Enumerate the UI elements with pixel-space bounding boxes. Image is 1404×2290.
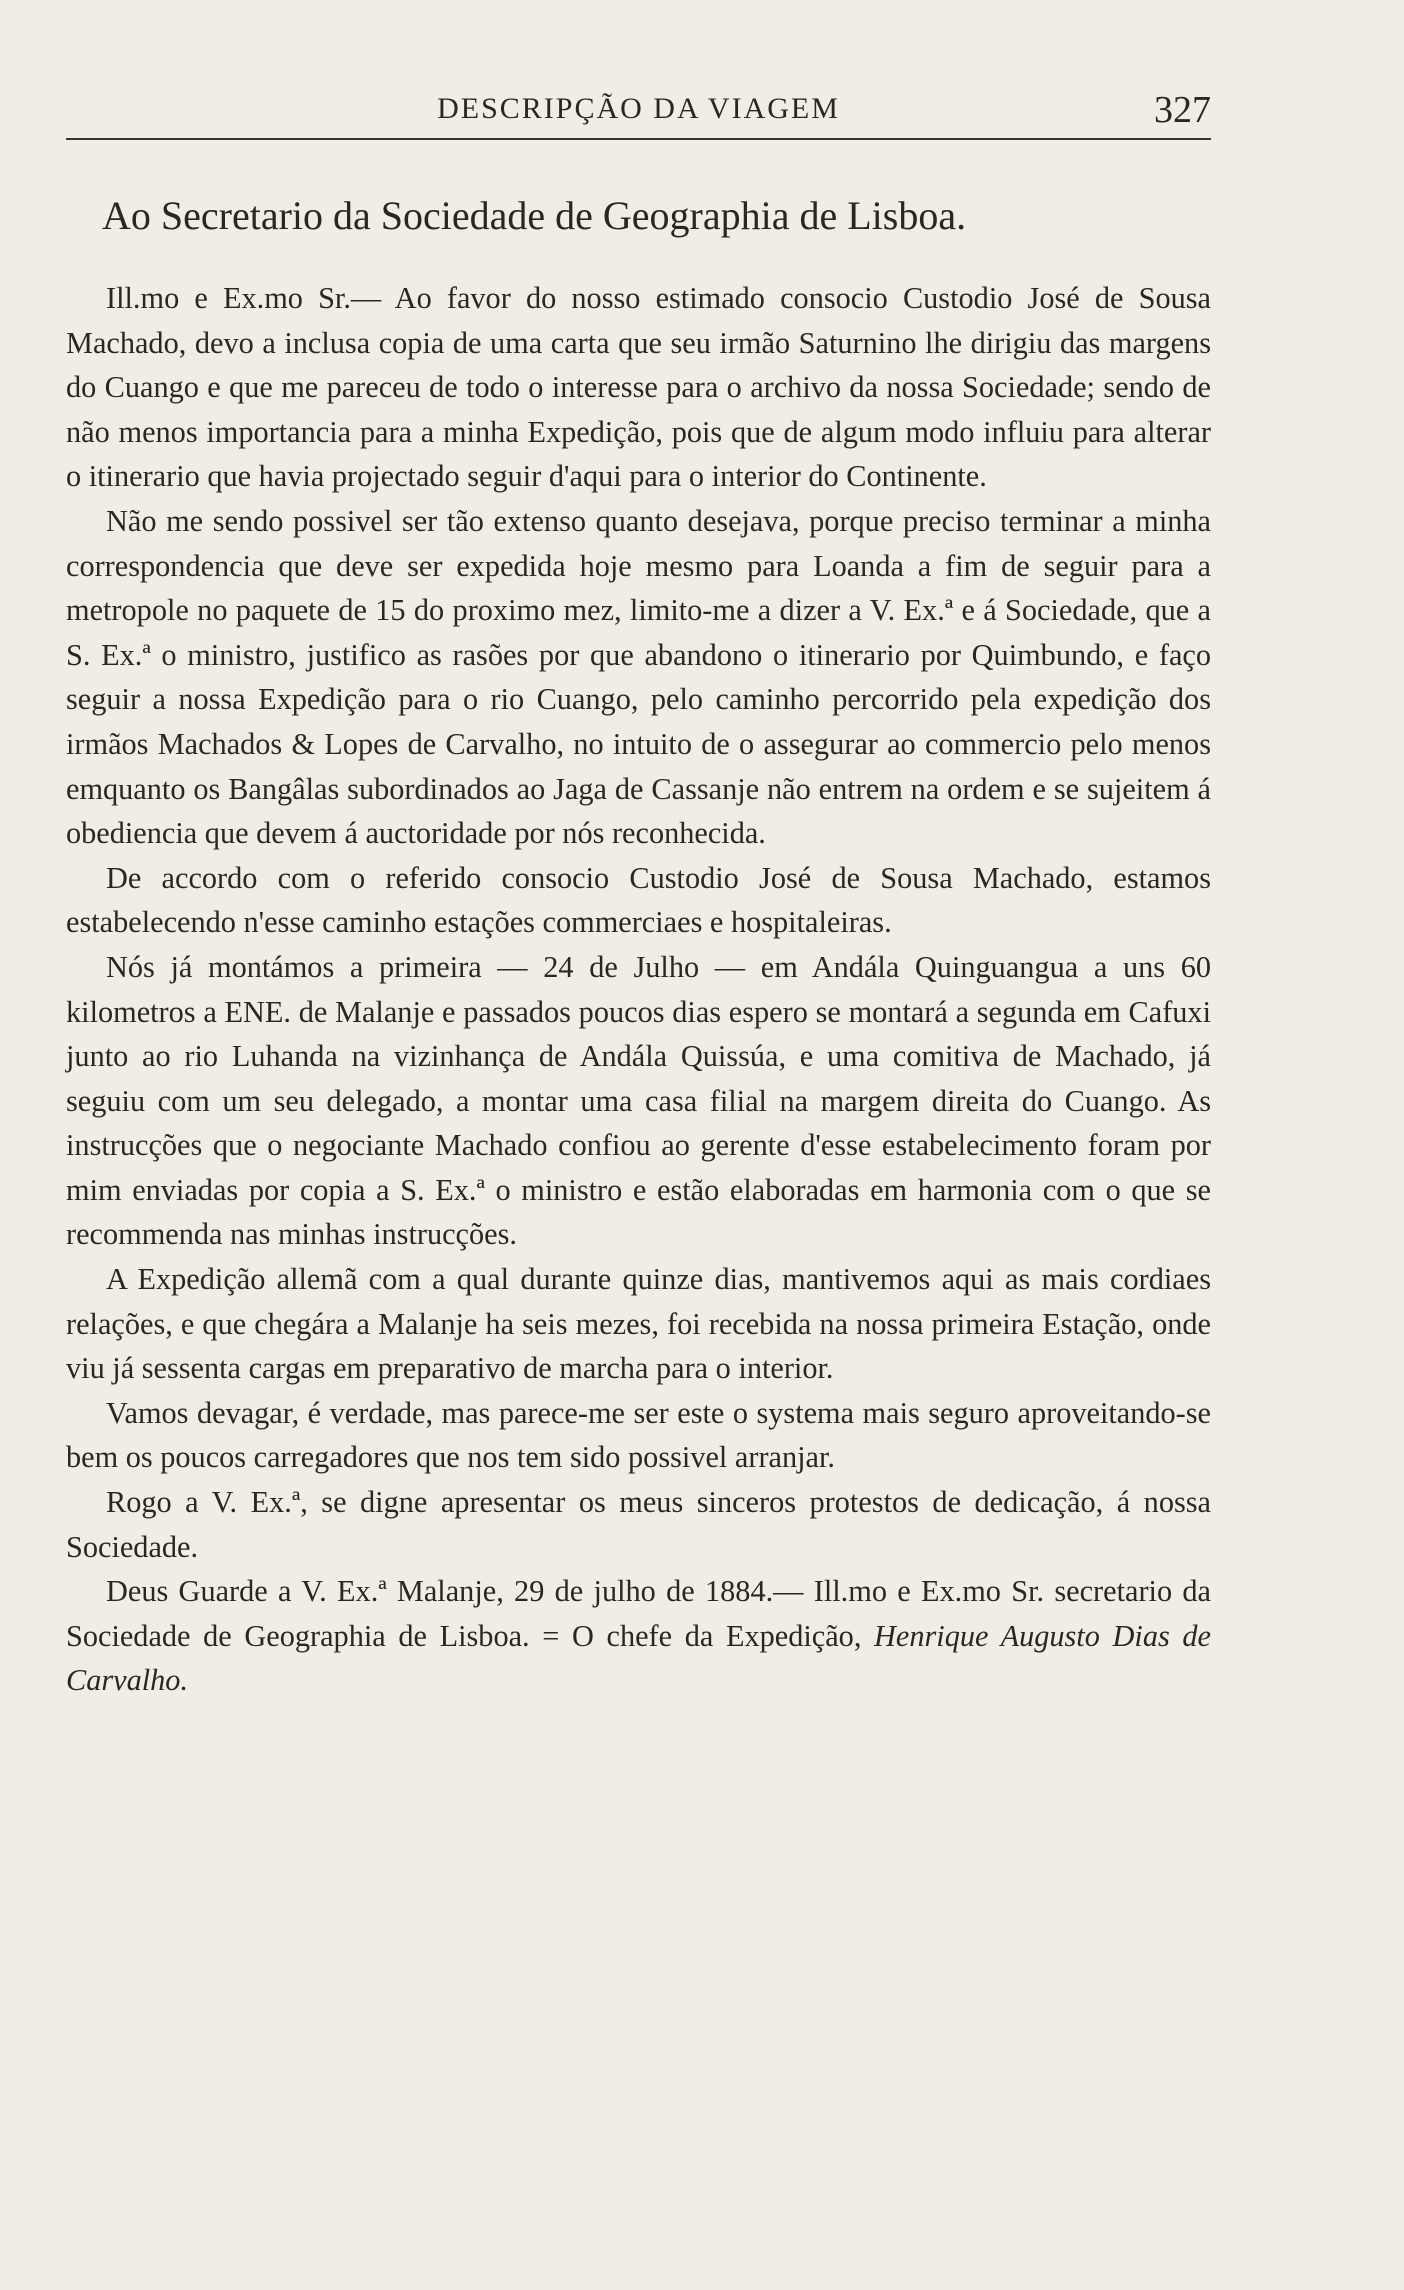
paragraph: Nós já montámos a primeira — 24 de Julho — em Andála Quinguangua a uns 60 kilometros a ENE. de Malanje e passados poucos dias espero se montará a segunda em Cafuxi junto ao rio Luhanda na vizinhança de Andála Quissúa, e uma comitiva de Machado, já seguiu com um seu delegado, a montar uma casa filial na margem direita do Cuango. As instrucções que o negociante Machado confiou ao gerente d'esse estabelecimento foram por mim enviadas por copia a S. Ex.ª o ministro e estão elaboradas em harmonia com o que se recommenda nas minhas instrucções. (66, 949, 1211, 1252)
letter-body (66, 276, 1211, 1703)
signature: Henrique Augusto Dias de Carvalho. (66, 1618, 1211, 1698)
paragraph-salutation: Ill.mo e Ex.mo Sr.— Ao favor do nosso estimado consocio Custodio José de Sousa Machado, devo a inclusa copia de uma carta que seu irmão Saturnino lhe dirigiu das margens do Cuango e que me pareceu de todo o interesse para o archivo da nossa Sociedade; sendo de não menos importancia para a minha Expedição, pois que de algum modo influiu para alterar o itinerario que havia projectado seguir d'aqui para o interior do Continente. (66, 281, 1211, 494)
paragraph: Rogo a V. Ex.ª, se digne apresentar os meus sinceros protestos de dedicação, á nossa Sociedade. (66, 1485, 1211, 1564)
paragraph: Vamos devagar, é verdade, mas parece-me ser este o systema mais seguro aproveitando-se bem os poucos carregadores que nos tem sido possivel arranjar. (66, 1395, 1211, 1475)
page-number: 327 (1154, 89, 1211, 131)
letter-heading: Ao Secretario da Sociedade de Geographia de Lisboa. (102, 193, 967, 238)
closing-text: Deus Guarde a V. Ex.ª Malanje, 29 de julho de 1884.— Ill.mo e Ex.mo Sr. secretario da Sociedade de Geographia de Lisboa. = O chefe da Expedição, (66, 1574, 1211, 1653)
running-title: DESCRIPÇÃO DA VIAGEM (437, 92, 840, 125)
paragraph: A Expedição allemã com a qual durante quinze dias, mantivemos aqui as mais cordiaes relações, e que chegára a Malanje ha seis mezes, foi recebida na nossa primeira Estação, onde viu já sessenta cargas em preparativo de marcha para o interior. (66, 1262, 1211, 1386)
running-head (66, 88, 1211, 140)
paragraph: Não me sendo possivel ser tão extenso quanto desejava, porque preciso terminar a minha correspondencia que deve ser expedida hoje mesmo para Loanda a fim de seguir para a metropole no paquete de 15 do proximo mez, limito-me a dizer a V. Ex.ª e á Sociedade, que a S. Ex.ª o ministro, justifico as rasões por que abandono o itinerario por Quimbundo, e faço seguir a nossa Expedição para o rio Cuango, pelo caminho percorrido pela expedição dos irmãos Machados & Lopes de Carvalho, no intuito de o assegurar ao commercio pelo menos emquanto os Bangâlas subordinados ao Jaga de Cassanje não entrem na ordem e se sujeitem á obediencia que devem á auctoridade por nós reconhecida. (66, 503, 1211, 851)
closing-paragraph (66, 1569, 1211, 1703)
paragraph: De accordo com o referido consocio Custodio José de Sousa Machado, estamos estabelecendo n'esse caminho estações commerciaes e hospitaleiras. (66, 860, 1211, 940)
